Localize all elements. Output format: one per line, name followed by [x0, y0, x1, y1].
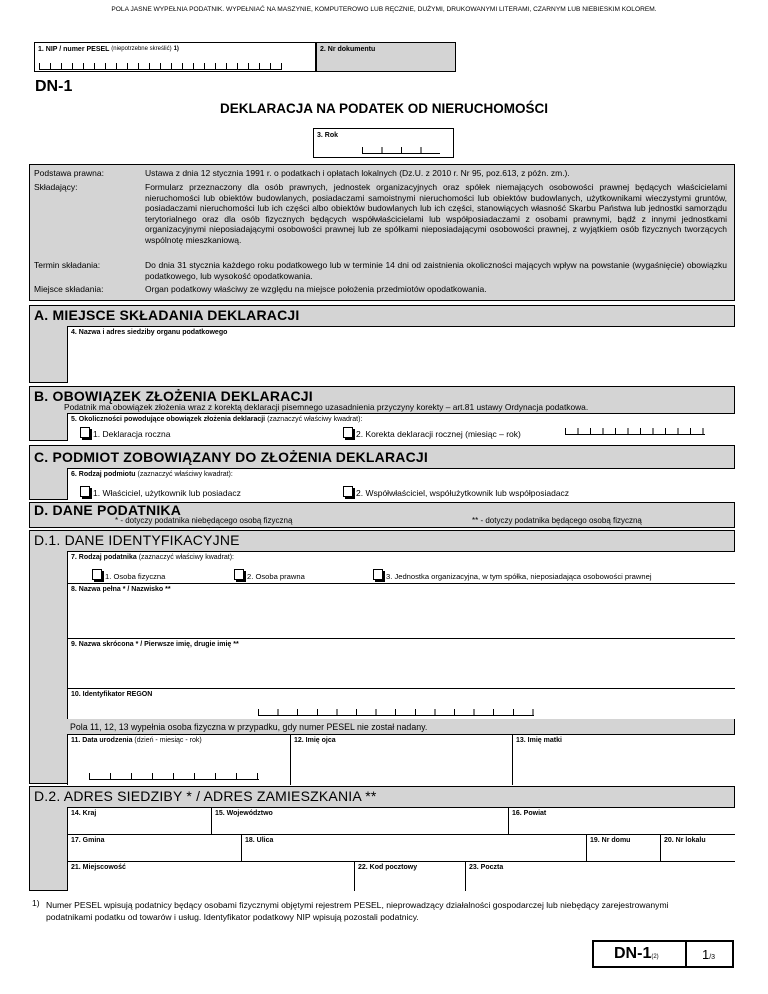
checkbox-legal-person[interactable] — [234, 569, 244, 580]
field-22-label: 22. Kod pocztowy — [358, 864, 418, 871]
section-d1-title: D.1. DANE IDENTYFIKACYJNE — [34, 532, 240, 548]
section-d-title: D. DANE PODATNIKA — [34, 502, 182, 518]
field-7[interactable] — [67, 551, 735, 583]
section-b — [29, 386, 735, 441]
field-6[interactable] — [67, 468, 735, 500]
field-5-label: 5. Okoliczności powodujące obowiązek złożenia deklaracji (zaznaczyć właściwy kwadrat): — [71, 416, 363, 423]
field-8-label: 8. Nazwa pełna * / Nazwisko ** — [71, 586, 171, 593]
option-correction[interactable]: 2. Korekta deklaracji rocznej (miesiąc – rok) — [343, 427, 521, 439]
field-9[interactable] — [67, 638, 735, 688]
field-21[interactable] — [67, 861, 354, 891]
field-16[interactable] — [508, 807, 735, 834]
option-org-unit[interactable]: 3. Jednostka organizacyjna, w tym spółka, nieposiadająca osobowości prawnej — [373, 569, 652, 581]
option-co-owner[interactable]: 2. Współwłaściciel, współużytkownik lub współposiadacz — [343, 486, 569, 498]
correction-date-ticks — [565, 428, 705, 435]
field-13[interactable] — [512, 734, 735, 785]
year-label: 3. Rok — [317, 132, 339, 139]
section-d1 — [29, 530, 735, 784]
section-a — [29, 305, 735, 383]
nip-ticks — [39, 63, 282, 70]
year-ticks — [362, 147, 440, 154]
footnote-text: Numer PESEL wpisują podatnicy będący osobami fizycznymi objętymi rejestrem PESEL, nieprowadzący działalności gospodarczej lub niebędący zarejestrowanymi podatnikami podatku od towarów i usług. Identyfikator podatkowy NIP wpisują pozostali podatnicy. — [46, 900, 669, 922]
field-21-label: 21. Miejscowość — [71, 864, 126, 871]
top-instruction: POLA JASNE WYPEŁNIA PODATNIK. WYPEŁNIAĆ NA MASZYNIE, KOMPUTEROWO LUB RĘCZNIE, DUŻYMI, DRUKOWANYMI LITERAMI, CZARNYM LUB NIEBIESKIM KOLOREM. — [111, 6, 657, 13]
field-8[interactable] — [67, 583, 735, 638]
section-d — [29, 502, 735, 528]
form-title: DEKLARACJA NA PODATEK OD NIERUCHOMOŚCI — [219, 101, 548, 116]
section-b-title: B. OBOWIĄZEK ZŁOŻENIA DEKLARACJI — [34, 388, 313, 404]
filer-label: Składający: — [34, 182, 78, 192]
footnote-marker: 1) — [32, 898, 40, 908]
option-legal-person[interactable]: 2. Osoba prawna — [234, 569, 305, 581]
birth-date-ticks — [89, 773, 259, 780]
field-22[interactable] — [354, 861, 465, 891]
legal-basis-label: Podstawa prawna: — [34, 168, 104, 178]
field-14-label: 14. Kraj — [71, 810, 97, 817]
section-b-note: Podatnik ma obowiązek złożenia wraz z korektą deklaracji pisemnego uzasadnienia przyczyny korekty – art.81 ustawy Ordynacja podatkowa. — [64, 402, 589, 412]
option-natural-person[interactable]: 1. Osoba fizyczna — [92, 569, 165, 581]
field-17[interactable] — [67, 834, 241, 861]
section-d2 — [29, 786, 735, 891]
checkbox-annual[interactable] — [80, 427, 90, 438]
field-4-label: 4. Nazwa i adres siedziby organu podatkowego — [71, 329, 228, 336]
place-text: Organ podatkowy właściwy ze względu na miejsce położenia przedmiotów opodatkowania. — [145, 284, 487, 294]
field-23-label: 23. Poczta — [469, 864, 504, 871]
field-20[interactable] — [660, 834, 735, 861]
section-d2-title: D.2. ADRES SIEDZIBY * / ADRES ZAMIESZKANIA ** — [34, 788, 377, 804]
field-14[interactable] — [67, 807, 211, 834]
checkbox-natural-person[interactable] — [92, 569, 102, 580]
deadline-text: Do dnia 31 stycznia każdego roku podatkowego lub w terminie 14 dni od zaistnienia okoliczności mających wpływ na powstanie (wygaśnięcie) obowiązku podatkowego, lub wysokość opodatkowania. — [145, 260, 727, 281]
section-d-note-2: ** - dotyczy podatnika będącego osobą fizyczną — [472, 516, 642, 525]
checkbox-correction[interactable] — [343, 427, 353, 438]
field-12[interactable] — [290, 734, 512, 785]
field-13-label: 13. Imię matki — [516, 737, 562, 744]
field-15-label: 15. Województwo — [215, 810, 273, 817]
field-16-label: 16. Powiat — [512, 810, 547, 817]
field-20-label: 20. Nr lokalu — [664, 837, 706, 844]
pesel-note: Pola 11, 12, 13 wypełnia osoba fizyczna w przypadku, gdy numer PESEL nie został nadany. — [70, 722, 428, 732]
field-18-label: 18. Ulica — [245, 837, 274, 844]
checkbox-org-unit[interactable] — [373, 569, 383, 580]
field-18[interactable] — [241, 834, 586, 861]
nip-box[interactable] — [34, 42, 316, 72]
form-code: DN-1 — [35, 78, 73, 95]
field-17-label: 17. Gmina — [71, 837, 105, 844]
deadline-label: Termin składania: — [34, 260, 101, 270]
field-19[interactable] — [586, 834, 660, 861]
field-10-label: 10. Identyfikator REGON — [71, 691, 153, 698]
footer-code-box — [592, 940, 687, 968]
doc-number-box — [316, 42, 456, 72]
field-4[interactable] — [67, 326, 735, 383]
doc-number-label: 2. Nr dokumentu — [320, 46, 376, 53]
field-6-label: 6. Rodzaj podmiotu (zaznaczyć właściwy kwadrat): — [71, 471, 233, 478]
year-box[interactable] — [313, 128, 454, 158]
field-5[interactable] — [67, 413, 735, 441]
place-label: Miejsce składania: — [34, 284, 104, 294]
field-11-label: 11. Data urodzenia (dzień - miesiąc - rok) — [71, 737, 202, 744]
field-12-label: 12. Imię ojca — [294, 737, 336, 744]
field-19-label: 19. Nr domu — [590, 837, 631, 844]
page-number: 1/3 — [702, 947, 716, 962]
field-23[interactable] — [465, 861, 735, 891]
section-d-note-1: * - dotyczy podatnika niebędącego osobą fizyczną — [115, 516, 293, 525]
section-c-title: C. PODMIOT ZOBOWIĄZANY DO ZŁOŻENIA DEKLARACJI — [34, 449, 428, 465]
filer-text: Formularz przeznaczony dla osób prawnych, jednostek organizacyjnych oraz spółek niemających osobowości prawnej będących właścicielami nieruchomości lub obiektów budowlanych, posiadaczami samoistnymi nieruchomości lub obiektów budowlanych, użytkownikami wieczystymi gruntów, posiadaczami nieruchomości lub ich części albo obiektów budowlanych lub ich części, stanowiących własność Skarbu Państwa lub jednostki samorządu terytorialnego oraz dla osób fizycznych będących współwłaścicielami lub współposiadaczami z osobami prawnymi, bądź z innymi jednostkami organizacyjnymi nieposiadającymi osobowości prawnej lub ze spółkami nieposiadającymi osobowości prawnej, z wyjątkiem osób fizycznych tworzących wspólnotę mieszkaniową. — [145, 182, 727, 245]
field-9-label: 9. Nazwa skrócona * / Pierwsze imię, drugie imię ** — [71, 641, 239, 648]
option-owner[interactable]: 1. Właściciel, użytkownik lub posiadacz — [80, 486, 241, 498]
option-annual[interactable]: 1. Deklaracja roczna — [80, 427, 170, 439]
section-a-title: A. MIEJSCE SKŁADANIA DEKLARACJI — [34, 307, 300, 323]
info-block — [29, 164, 735, 301]
nip-label: 1. NIP / numer PESEL (niepotrzebne skreślić) 1) — [38, 46, 179, 53]
checkbox-owner[interactable] — [80, 486, 90, 497]
field-11[interactable] — [67, 734, 290, 785]
field-10[interactable] — [67, 688, 735, 719]
regon-ticks — [258, 709, 534, 716]
footer-code: DN-1(2) — [614, 945, 659, 962]
legal-basis-text: Ustawa z dnia 12 stycznia 1991 r. o podatkach i opłatach lokalnych (Dz.U. z 2010 r. Nr 95, poz.613, z późn. zm.). — [145, 168, 570, 178]
checkbox-co-owner[interactable] — [343, 486, 353, 497]
section-c — [29, 445, 735, 500]
footer-page-box — [687, 940, 734, 968]
field-15[interactable] — [211, 807, 508, 834]
field-7-label: 7. Rodzaj podatnika (zaznaczyć właściwy kwadrat): — [71, 554, 234, 561]
